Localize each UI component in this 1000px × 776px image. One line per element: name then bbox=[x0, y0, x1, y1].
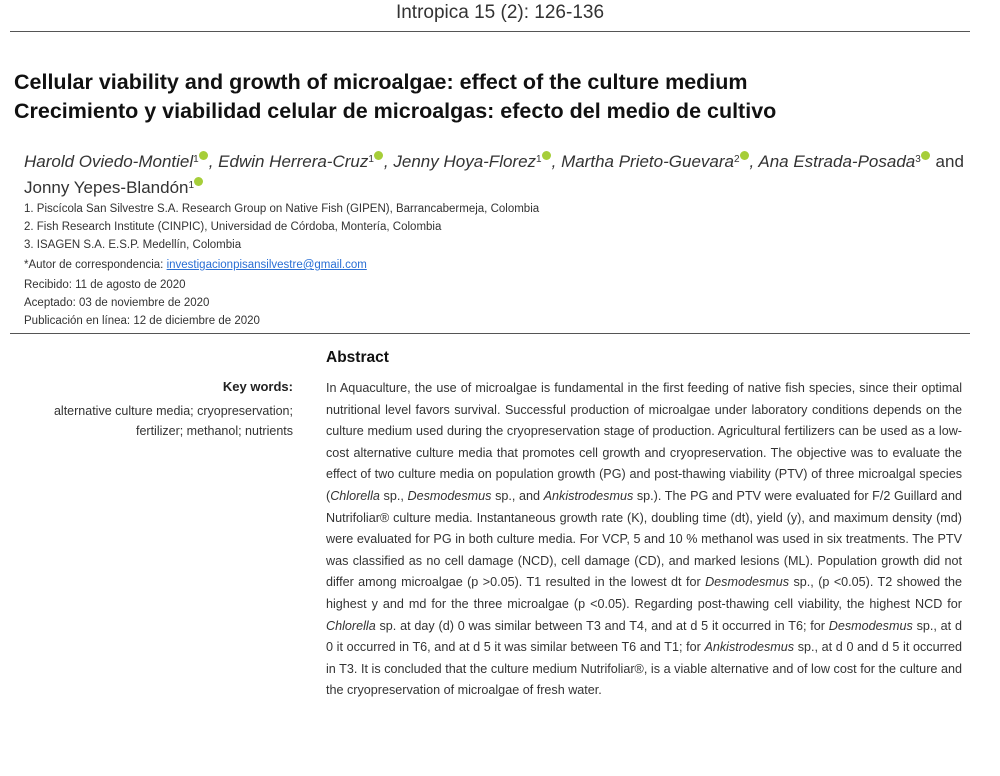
affiliation-3: 3. ISAGEN S.A. E.S.P. Medellín, Colombia bbox=[24, 239, 242, 251]
author-affiliation-number: 3 bbox=[915, 154, 921, 165]
author-name: Martha Prieto-Guevara bbox=[561, 152, 734, 171]
author-affiliation-number: 1 bbox=[193, 154, 199, 165]
keywords-line: fertilizer; methanol; nutrients bbox=[135, 424, 293, 438]
top-divider bbox=[10, 31, 970, 32]
abstract-text: sp., at d 0 and d 5 it occurred in T3. It is concluded that the culture medium Nutrifoliar®, is a viable alternative and of low cost for the culture and the cryopreservation of microalgae of fresh water. bbox=[326, 640, 963, 698]
orcid-icon[interactable] bbox=[194, 177, 203, 186]
orcid-icon[interactable] bbox=[921, 151, 930, 160]
title-spanish: Crecimiento y viabilidad celular de microalgas: efecto del medio de cultivo bbox=[14, 99, 777, 123]
author-affiliation-number: 1 bbox=[536, 154, 542, 165]
correspondence-label: *Autor de correspondencia: bbox=[24, 259, 164, 271]
abstract-text: In Aquaculture, the use of microalgae is fundamental in the first feeding of native fish species, since their optimal nutritional level favors survival. Successful production of microalgae under laboratory conditions depends on the culture medium used during the cryopreservation stage of production. Agricultural fertilizers can be used as a low-cost alternative culture media that promotes cell growth and cryopreservation. The objective was to evaluate the effect of two culture media on population growth (PG) and post-thawing viability (PTV) of three microalgal species ( bbox=[326, 381, 962, 503]
affiliation-1: 1. Piscícola San Silvestre S.A. Research Group on Native Fish (GIPEN), Barrancabermeja, Colombia bbox=[24, 203, 540, 215]
article-title bbox=[14, 68, 776, 126]
author-affiliation-number: 1 bbox=[368, 154, 374, 165]
author-name: Harold Oviedo-Montiel bbox=[24, 152, 194, 171]
orcid-icon[interactable] bbox=[542, 151, 551, 160]
author-affiliation-number: 2 bbox=[733, 154, 740, 165]
abstract-body bbox=[326, 378, 962, 702]
orcid-icon[interactable] bbox=[374, 151, 383, 160]
keywords-heading: Key words: bbox=[222, 379, 293, 394]
author-name: Edwin Herrera-Cruz bbox=[218, 152, 369, 171]
correspondence-email-link[interactable]: investigacionpisansilvestre@gmail.com bbox=[166, 259, 367, 271]
abstract-text: sp. at day (d) 0 was similar between T3 and T4, and at d 5 it occurred in T6; for bbox=[375, 618, 829, 633]
species-name: Ankistrodesmus bbox=[704, 640, 795, 655]
abstract-text: sp., (p <0.05). T2 showed the highest y and md for the three microalgae (p <0.05). Regarding post-thawing cell viability, the highest NCD for bbox=[326, 575, 962, 611]
author-conjunction: and bbox=[935, 152, 964, 171]
affiliation-2: 2. Fish Research Institute (CINPIC), Universidad de Córdoba, Montería, Colombia bbox=[24, 221, 442, 233]
abstract-text: sp., and bbox=[491, 488, 544, 503]
author-name: Ana Estrada-Posada bbox=[758, 152, 916, 171]
keywords-list bbox=[10, 401, 293, 441]
journal-citation: Intropica 15 (2): 126-136 bbox=[395, 2, 605, 23]
species-name: Chlorella bbox=[326, 618, 376, 633]
species-name: Chlorella bbox=[330, 488, 380, 503]
correspondence-line bbox=[24, 259, 367, 271]
abstract-text: sp., bbox=[379, 488, 408, 503]
abstract-heading: Abstract bbox=[326, 349, 389, 366]
abstract-text: sp., at d 0 it occurred in T6, and at d 5 it was similar between T6 and T1; for bbox=[326, 618, 962, 655]
published-date: Publicación en línea: 12 de diciembre de 2020 bbox=[24, 315, 260, 327]
species-name: Desmodesmus bbox=[705, 575, 790, 590]
author-name: Jenny Hoya-Florez bbox=[393, 152, 537, 171]
species-name: Desmodesmus bbox=[407, 488, 492, 503]
orcid-icon[interactable] bbox=[740, 151, 749, 160]
author-name: Jonny Yepes-Blandón bbox=[24, 178, 189, 197]
species-name: Desmodesmus bbox=[828, 618, 913, 633]
accepted-date: Aceptado: 03 de noviembre de 2020 bbox=[24, 297, 210, 309]
author-list: Harold Oviedo-Montiel$^1$ , Edwin Herrera-Cruz$^1$ , Jenny Hoya-Florez$^1$ , Martha Prieto-Guevara$^2$ , Ana Estrada-Posada$^3$ and Jonny Yepes-Blandón$^1$ bbox=[24, 152, 964, 197]
species-name: Ankistrodesmus bbox=[543, 488, 634, 503]
section-divider bbox=[10, 333, 970, 334]
orcid-icon[interactable] bbox=[199, 151, 208, 160]
received-date: Recibido: 11 de agosto de 2020 bbox=[24, 279, 186, 291]
keywords-line: alternative culture media; cryopreservation; bbox=[53, 404, 293, 418]
author-affiliation-number: 1 bbox=[188, 180, 195, 191]
title-english: Cellular viability and growth of microalgae: effect of the culture medium bbox=[14, 70, 748, 94]
abstract-text: sp.). The PG and PTV were evaluated for F/2 Guillard and Nutrifoliar® culture media. Instantaneous growth rate (K), doubling time (dt), yield (y), and maximum density (md) were evaluated for PG in both culture media. For VCP, 5 and 10 % methanol was used in six treatments. The PTV was classified as no cell damage (NCD), cell damage (CD), and marked lesions (ML). Population growth did not differ among microalgae (p >0.05). T1 resulted in the lowest dt for bbox=[326, 488, 963, 590]
